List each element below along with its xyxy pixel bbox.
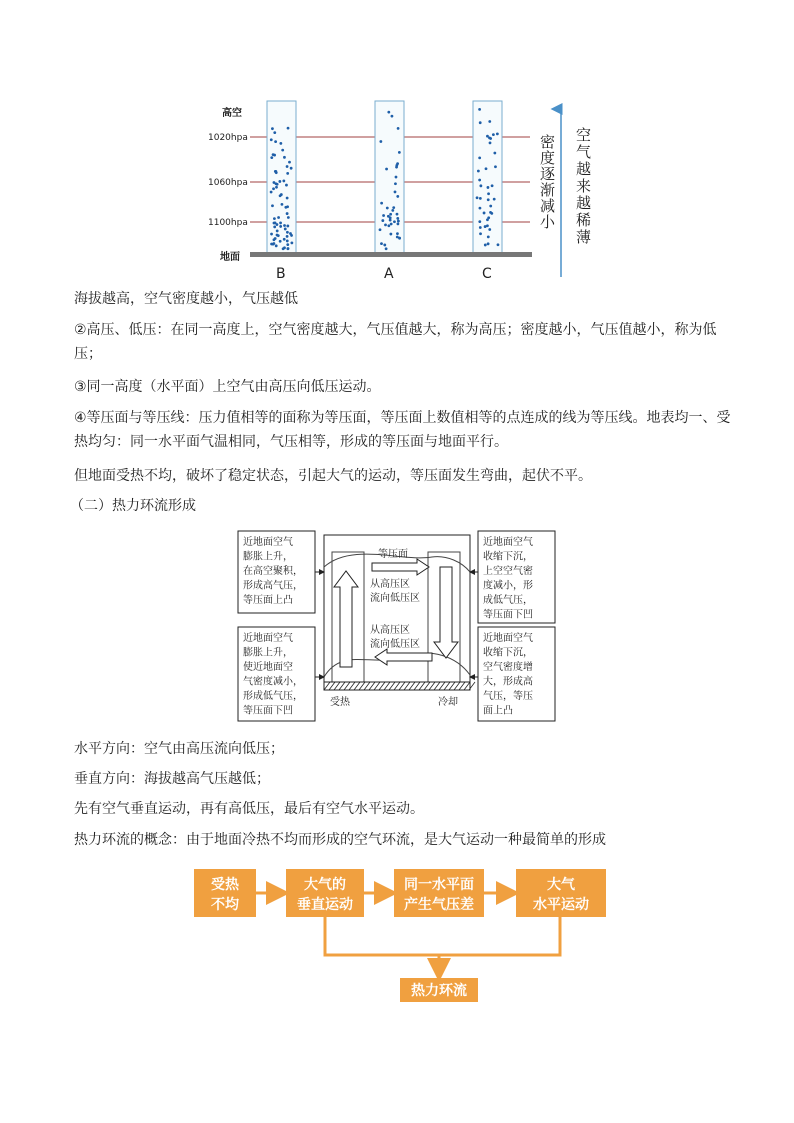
box-tr-line: 收缩下沉， — [483, 551, 533, 563]
concept-text: 热力环流的概念：由于地面冷热不均而形成的空气环流，是大气运动一种最简单的形成 — [74, 832, 606, 848]
isobar-label-1020: 1020hpa — [208, 133, 248, 143]
horizontal-direction-text: 水平方向：空气由高压流向低压； — [74, 741, 284, 757]
flow-bottom-line1: 从高压区 — [370, 625, 410, 636]
box-tl-line: 膨胀上升， — [243, 551, 293, 563]
box-bl-line: 近地面空气 — [243, 633, 293, 644]
box-tr-line: 成低气压， — [483, 595, 533, 606]
isobar-label-1100: 1100hpa — [208, 218, 248, 228]
box1-line1: 受热 — [211, 877, 239, 893]
column-c — [473, 101, 502, 255]
box-bl-line: 等压面下凹 — [243, 705, 293, 717]
box3-line2: 产生气压差 — [404, 897, 474, 913]
box-br-line: 近地面空气 — [483, 633, 533, 644]
thermal-circulation-flowchart — [190, 865, 610, 1005]
column-a — [375, 101, 404, 255]
ground-label: 地面 — [220, 252, 240, 263]
box-tl-line: 形成高气压， — [243, 580, 303, 592]
box-br-line: 面上凸 — [483, 705, 513, 717]
box-tr-line: 等压面下凹 — [483, 609, 533, 621]
flow-bottom-line2: 流向低压区 — [370, 639, 420, 650]
column-label-a: A — [384, 266, 394, 282]
ground-bar — [250, 252, 532, 257]
flow-top-line2: 流向低压区 — [370, 593, 420, 604]
box2-line1: 大气的 — [304, 877, 346, 893]
paragraph-isobar: ④等压面与等压线：压力值相等的面称为等压面，等压面上数值相等的点连成的线为等压线。地表均一、受热均匀：同一水平面气温相同，气压相等，形成的等压面与地面平行。 — [74, 410, 731, 450]
box3-line1: 同一水平面 — [404, 877, 474, 893]
column-label-c: C — [482, 266, 492, 282]
box-tl-line: 在高空聚积， — [243, 566, 303, 577]
air-density-figure — [200, 95, 600, 283]
box-tl-line: 等压面上凸 — [243, 595, 293, 606]
box-tr-line: 度减小，形 — [483, 580, 533, 592]
box-tr-line: 上空空气密 — [483, 566, 533, 577]
vertical-direction-text: 垂直方向：海拔越高气压越低； — [74, 771, 270, 787]
sequence-text: 先有空气垂直运动，再有高低压，最后有空气水平运动。 — [74, 801, 424, 817]
result-label: 热力环流 — [411, 983, 467, 999]
high-altitude-label: 高空 — [222, 108, 242, 119]
box-bl-line: 使近地面空 — [243, 662, 293, 673]
isobar-label-1060: 1060hpa — [208, 178, 248, 188]
thermal-circulation-diagram — [232, 527, 559, 724]
isobar-surface-label: 等压面 — [378, 549, 408, 560]
box-bl-line: 膨胀上升， — [243, 647, 293, 659]
box4-line2: 水平运动 — [533, 897, 589, 913]
heated-label: 受热 — [330, 697, 350, 708]
box-bl-line: 气密度减小， — [243, 676, 303, 688]
cooled-label: 冷却 — [438, 697, 458, 708]
box-br-line: 空气密度增 — [483, 662, 533, 673]
column-b — [267, 101, 296, 255]
box1-line2: 不均 — [211, 897, 239, 913]
section-title: （二）热力环流形成 — [70, 498, 196, 514]
thinner-air-label: 空气越来越稀薄 — [576, 126, 592, 246]
box-tr-line: 近地面空气 — [483, 537, 533, 548]
flow-top-line1: 从高压区 — [370, 579, 410, 590]
box4-line1: 大气 — [547, 877, 575, 893]
box-tl-line: 近地面空气 — [243, 537, 293, 548]
density-decrease-label: 密度逐渐减小 — [540, 133, 556, 231]
box-br-line: 大，形成高 — [483, 676, 533, 688]
box-br-line: 收缩下沉， — [483, 647, 533, 659]
paragraph-horizontal-motion: ③同一高度（水平面）上空气由高压向低压运动。 — [74, 379, 381, 395]
paragraph-altitude: 海拔越高，空气密度越小，气压越低 — [74, 291, 298, 307]
box2-line2: 垂直运动 — [297, 897, 353, 913]
box-br-line: 气压，等压 — [483, 691, 533, 702]
paragraph-high-low-pressure: ②高压、低压：在同一高度上，空气密度越大，气压值越大，称为高压；密度越小，气压值越小，称为低压； — [74, 322, 717, 362]
box-bl-line: 形成低气压， — [243, 691, 303, 702]
paragraph-uneven-heating: 但地面受热不均，破坏了稳定状态，引起大气的运动，等压面发生弯曲，起伏不平。 — [74, 468, 592, 484]
column-label-b: B — [276, 266, 286, 282]
